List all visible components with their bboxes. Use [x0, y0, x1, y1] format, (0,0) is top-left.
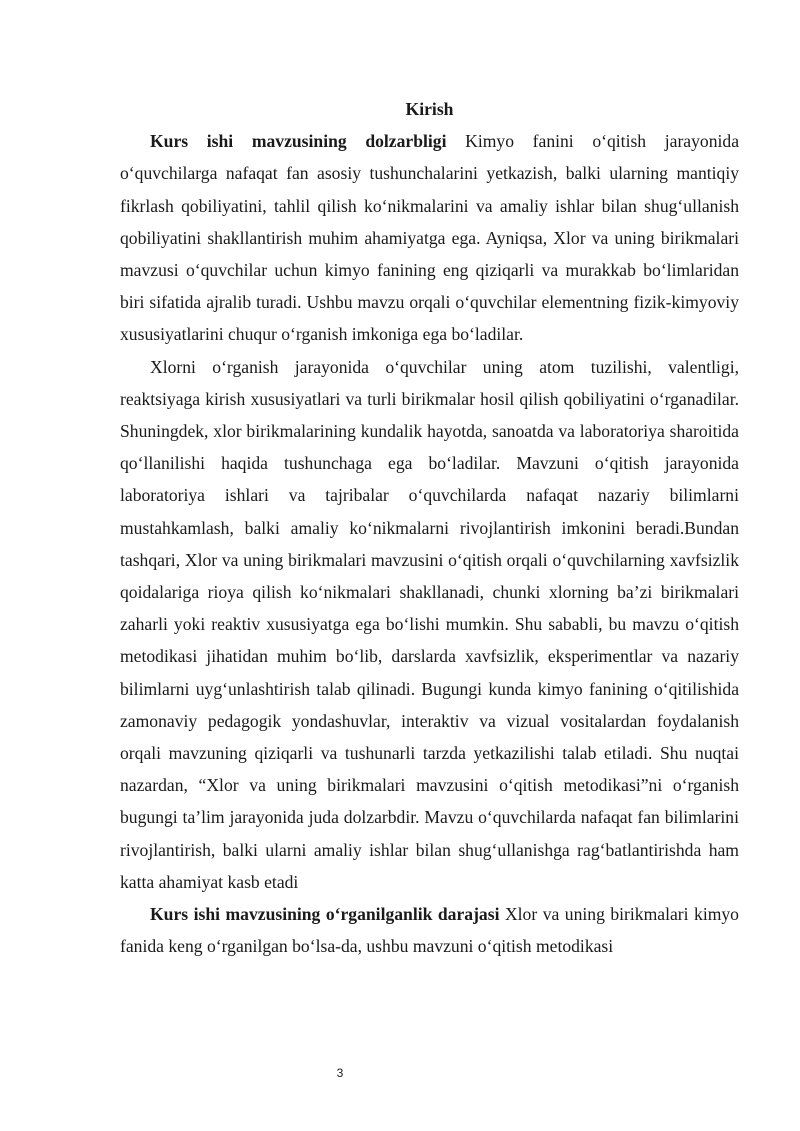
paragraph-lead-relevance: Kurs ishi mavzusining dolzarbligi: [150, 131, 447, 152]
paragraph-chlorine-study: [120, 351, 739, 898]
paragraph-lead-study-level: Kurs ishi mavzusining o‘rganilganlik darajasi: [150, 904, 500, 925]
document-body: [120, 93, 739, 962]
paragraph-text-relevance: Kimyo fanini o‘qitish jarayonida o‘quvchilarga nafaqat fan asosiy tushunchalarini yetkazish, balki ularning mantiqiy fikrlash qobiliyatini, tahlil qilish ko‘nikmalarini va amaliy ishlar bilan shug‘ullanish qobiliyatini shakllantirish muhim ahamiyatga ega. Ayniqsa, Xlor va uning birikmalari mavzusi o‘quvchilar uchun kimyo fanining eng qiziqarli va murakkab bo‘limlaridan biri sifatida ajralib turadi. Ushbu mavzu orqali o‘quvchilar elementning fizik-kimyoviy xususiyatlarini chuqur o‘rganish imkoniga ega bo‘ladilar.: [120, 131, 740, 345]
paragraph-relevance: [120, 125, 739, 350]
page-number: 3: [336, 1066, 344, 1080]
paragraph-study-level: [120, 898, 739, 962]
section-heading: Kirish: [405, 99, 454, 119]
paragraph-text-study-level: Xlor va uning birikmalari kimyo fanida keng o‘rganilgan bo‘lsa-da, ushbu mavzuni o‘qitish metodikasi: [120, 904, 739, 957]
paragraph-text-chlorine-study: Xlorni o‘rganish jarayonida o‘quvchilar uning atom tuzilishi, valentligi, reaktsiyaga kirish xususiyatlari va turli birikmalar hosil qilish qobiliyatini o‘rganadilar. Shuningdek, xlor birikmalarining kundalik hayotda, sanoatda va laboratoriya sharoitida qo‘llanilishi haqida tushunchaga ega bo‘ladilar. Mavzuni o‘qitish jarayonida laboratoriya ishlari va tajribalar o‘quvchilarda nafaqat nazariy bilimlarni mustahkamlash, balki amaliy ko‘nikmalarni rivojlantirish imkonini beradi.Bundan tashqari, Xlor va uning birikmalari mavzusini o‘qitish orqali o‘quvchilarning xavfsizlik qoidalariga rioya qilish ko‘nikmalari shakllanadi, chunki xlorning ba’zi birikmalari zaharli yoki reaktiv xususiyatga ega bo‘lishi mumkin. Shu sababli, bu mavzu o‘qitish metodikasi jihatidan muhim bo‘lib, darslarda xavfsizlik, eksperimentlar va nazariy bilimlarni uyg‘unlashtirish talab qilinadi. Bugungi kunda kimyo fanining o‘qitilishida zamonaviy pedagogik yondashuvlar, interaktiv va vizual vositalardan foydalanish orqali mavzuning qiziqarli va tushunarli tarzda yetkazilishi talab etiladi. Shu nuqtai nazardan, “Xlor va uning birikmalari mavzusini o‘qitish metodikasi”ni o‘rganish bugungi ta’lim jarayonida juda dolzarbdir. Mavzu o‘quvchilarda nafaqat fan bilimlarini rivojlantirish, balki ularni amaliy ishlar bilan shug‘ullanishga rag‘batlantirishda ham katta ahamiyat kasb etadi: [120, 356, 739, 892]
